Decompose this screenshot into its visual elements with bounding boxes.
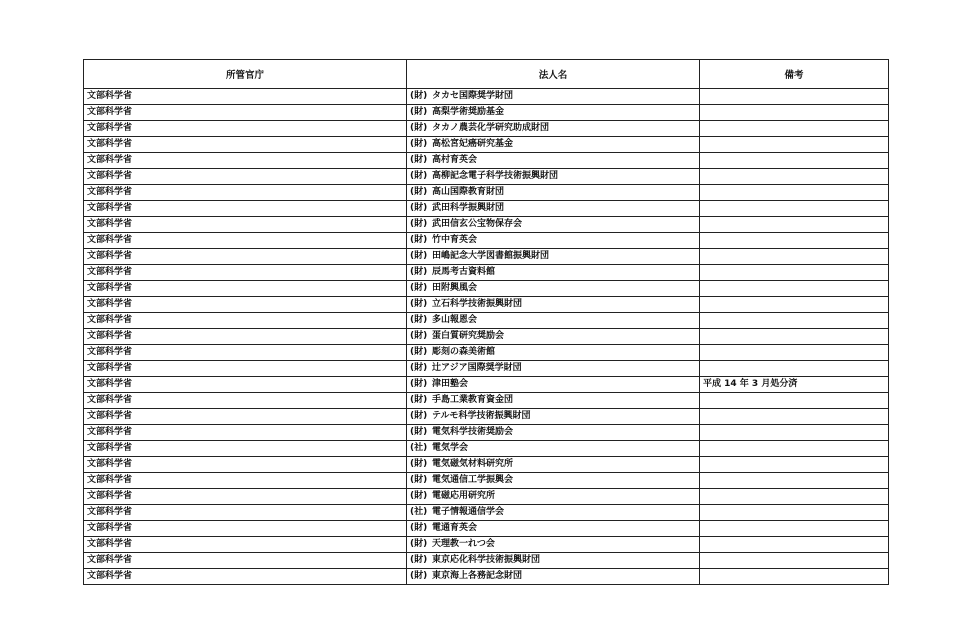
ministry-cell: 文部科学省 xyxy=(84,521,407,537)
corporation-name-label: タカセ国際奨学財団 xyxy=(432,91,514,101)
ministry-cell: 文部科学省 xyxy=(84,441,407,457)
remarks-cell xyxy=(700,313,889,329)
corporation-type-label: (財) xyxy=(410,411,428,421)
table-row xyxy=(84,217,889,233)
ministry-cell: 文部科学省 xyxy=(84,217,407,233)
column-header-remarks: 備考 xyxy=(700,60,889,89)
ministry-cell: 文部科学省 xyxy=(84,425,407,441)
remarks-cell xyxy=(700,553,889,569)
table-row xyxy=(84,105,889,121)
corporation-type-label: (財) xyxy=(410,331,428,341)
corporation-name-cell xyxy=(407,121,700,137)
corporation-name-label: 高柳記念電子科学技術振興財団 xyxy=(432,171,559,181)
corporation-name-cell xyxy=(407,569,700,585)
ministry-cell: 文部科学省 xyxy=(84,345,407,361)
ministry-cell: 文部科学省 xyxy=(84,281,407,297)
corporation-type-label: (財) xyxy=(410,107,428,117)
corporation-table xyxy=(83,59,889,585)
ministry-cell: 文部科学省 xyxy=(84,505,407,521)
remarks-cell xyxy=(700,441,889,457)
ministry-cell: 文部科学省 xyxy=(84,457,407,473)
ministry-cell: 文部科学省 xyxy=(84,473,407,489)
remarks-cell xyxy=(700,393,889,409)
remarks-cell xyxy=(700,265,889,281)
remarks-cell xyxy=(700,105,889,121)
corporation-type-label: (財) xyxy=(410,427,428,437)
table-row xyxy=(84,489,889,505)
remarks-cell xyxy=(700,361,889,377)
corporation-type-label: (財) xyxy=(410,459,428,469)
corporation-name-label: 津田塾会 xyxy=(432,379,469,389)
corporation-type-label: (財) xyxy=(410,171,428,181)
corporation-type-label: (財) xyxy=(410,283,428,293)
corporation-name-cell xyxy=(407,377,700,393)
corporation-name-label: 電気磁気材料研究所 xyxy=(432,459,514,469)
corporation-type-label: (財) xyxy=(410,523,428,533)
table-body xyxy=(84,89,889,585)
ministry-cell: 文部科学省 xyxy=(84,489,407,505)
corporation-type-label: (財) xyxy=(410,267,428,277)
table-row xyxy=(84,521,889,537)
corporation-type-label: (財) xyxy=(410,571,428,581)
remarks-cell xyxy=(700,217,889,233)
remarks-cell xyxy=(700,169,889,185)
corporation-name-label: 辻アジア国際奨学財団 xyxy=(432,363,522,373)
corporation-name-cell xyxy=(407,489,700,505)
corporation-name-label: 天理教一れつ会 xyxy=(432,539,495,549)
ministry-cell: 文部科学省 xyxy=(84,361,407,377)
corporation-name-label: 高梨学術奨励基金 xyxy=(432,107,505,117)
table-row xyxy=(84,345,889,361)
column-header-corporation-name: 法人名 xyxy=(407,60,700,89)
ministry-cell: 文部科学省 xyxy=(84,249,407,265)
corporation-name-label: 彫刻の森美術館 xyxy=(432,347,496,357)
corporation-type-label: (財) xyxy=(410,155,428,165)
corporation-name-label: 電気科学技術奨励会 xyxy=(432,427,514,437)
ministry-cell: 文部科学省 xyxy=(84,169,407,185)
table-row xyxy=(84,457,889,473)
corporation-name-label: 蛋白質研究奨励会 xyxy=(432,331,505,341)
corporation-name-label: タカノ農芸化学研究助成財団 xyxy=(432,123,550,133)
corporation-name-label: 高山国際教育財団 xyxy=(432,187,505,197)
remarks-cell xyxy=(700,201,889,217)
corporation-name-label: 電気通信工学振興会 xyxy=(432,475,514,485)
corporation-name-label: 田附興風会 xyxy=(432,283,478,293)
corporation-name-cell xyxy=(407,201,700,217)
corporation-name-label: 手島工業教育資金団 xyxy=(432,395,514,405)
corporation-name-label: 武田信玄公宝物保存会 xyxy=(432,219,523,229)
corporation-type-label: (社) xyxy=(410,507,428,517)
corporation-name-label: 辰馬考古資料館 xyxy=(432,267,496,277)
corporation-name-cell xyxy=(407,457,700,473)
table-row xyxy=(84,169,889,185)
table-row xyxy=(84,297,889,313)
corporation-name-cell xyxy=(407,441,700,457)
corporation-type-label: (財) xyxy=(410,555,428,565)
ministry-cell: 文部科学省 xyxy=(84,393,407,409)
remarks-cell xyxy=(700,569,889,585)
ministry-cell: 文部科学省 xyxy=(84,313,407,329)
table-row xyxy=(84,121,889,137)
corporation-name-cell xyxy=(407,409,700,425)
remarks-cell: 平成 14 年 3 月処分済 xyxy=(700,377,889,393)
table-row xyxy=(84,377,889,393)
corporation-type-label: (財) xyxy=(410,315,428,325)
corporation-name-label: 田嶋記念大学図書館振興財団 xyxy=(432,251,550,261)
corporation-type-label: (財) xyxy=(410,347,428,357)
corporation-type-label: (財) xyxy=(410,395,428,405)
corporation-name-label: 高村育英会 xyxy=(432,155,478,165)
remarks-cell xyxy=(700,425,889,441)
table-row xyxy=(84,553,889,569)
corporation-name-cell xyxy=(407,521,700,537)
table-row xyxy=(84,249,889,265)
table-row xyxy=(84,153,889,169)
corporation-name-cell xyxy=(407,105,700,121)
ministry-cell: 文部科学省 xyxy=(84,201,407,217)
corporation-name-label: 高松宮妃癌研究基金 xyxy=(432,139,514,149)
ministry-cell: 文部科学省 xyxy=(84,377,407,393)
ministry-cell: 文部科学省 xyxy=(84,89,407,105)
table-row xyxy=(84,233,889,249)
corporation-name-label: 電気学会 xyxy=(432,443,469,453)
remarks-cell xyxy=(700,473,889,489)
table-row xyxy=(84,505,889,521)
ministry-cell: 文部科学省 xyxy=(84,553,407,569)
corporation-name-cell xyxy=(407,329,700,345)
corporation-type-label: (財) xyxy=(410,91,428,101)
ministry-cell: 文部科学省 xyxy=(84,233,407,249)
remarks-cell xyxy=(700,345,889,361)
ministry-cell: 文部科学省 xyxy=(84,537,407,553)
corporation-name-cell xyxy=(407,505,700,521)
corporation-name-cell xyxy=(407,265,700,281)
corporation-name-cell xyxy=(407,345,700,361)
corporation-name-cell xyxy=(407,313,700,329)
table-row xyxy=(84,569,889,585)
corporation-type-label: (社) xyxy=(410,443,428,453)
remarks-cell xyxy=(700,137,889,153)
corporation-name-cell xyxy=(407,217,700,233)
table-row xyxy=(84,473,889,489)
corporation-name-cell xyxy=(407,553,700,569)
remarks-cell xyxy=(700,457,889,473)
corporation-type-label: (財) xyxy=(410,251,428,261)
table-row xyxy=(84,409,889,425)
corporation-type-label: (財) xyxy=(410,139,428,149)
ministry-cell: 文部科学省 xyxy=(84,409,407,425)
corporation-name-cell xyxy=(407,233,700,249)
corporation-type-label: (財) xyxy=(410,187,428,197)
remarks-cell xyxy=(700,153,889,169)
ministry-cell: 文部科学省 xyxy=(84,153,407,169)
table-header-row xyxy=(84,60,889,89)
corporation-name-cell xyxy=(407,425,700,441)
table-row xyxy=(84,313,889,329)
corporation-type-label: (財) xyxy=(410,363,428,373)
corporation-name-label: 電通育英会 xyxy=(432,523,478,533)
remarks-cell xyxy=(700,409,889,425)
remarks-cell xyxy=(700,537,889,553)
corporation-type-label: (財) xyxy=(410,299,428,309)
remarks-cell xyxy=(700,505,889,521)
ministry-cell: 文部科学省 xyxy=(84,137,407,153)
remarks-cell xyxy=(700,185,889,201)
corporation-name-label: 電子情報通信学会 xyxy=(432,507,505,517)
table-row xyxy=(84,137,889,153)
corporation-name-label: テルモ科学技術振興財団 xyxy=(432,411,531,421)
corporation-name-cell xyxy=(407,249,700,265)
corporation-type-label: (財) xyxy=(410,475,428,485)
corporation-name-cell xyxy=(407,169,700,185)
table-row xyxy=(84,265,889,281)
corporation-type-label: (財) xyxy=(410,219,428,229)
table-row xyxy=(84,393,889,409)
corporation-name-cell xyxy=(407,281,700,297)
corporation-name-cell xyxy=(407,537,700,553)
table-row xyxy=(84,201,889,217)
corporation-name-cell xyxy=(407,185,700,201)
corporation-name-label: 東京海上各務記念財団 xyxy=(432,571,523,581)
column-header-ministry: 所管官庁 xyxy=(84,60,407,89)
ministry-cell: 文部科学省 xyxy=(84,265,407,281)
ministry-cell: 文部科学省 xyxy=(84,329,407,345)
corporation-type-label: (財) xyxy=(410,539,428,549)
table-row xyxy=(84,361,889,377)
corporation-name-label: 立石科学技術振興財団 xyxy=(432,299,523,309)
corporation-type-label: (財) xyxy=(410,491,428,501)
corporation-name-cell xyxy=(407,393,700,409)
corporation-name-label: 電磁応用研究所 xyxy=(432,491,496,501)
ministry-cell: 文部科学省 xyxy=(84,185,407,201)
corporation-type-label: (財) xyxy=(410,123,428,133)
table-row xyxy=(84,329,889,345)
remarks-cell xyxy=(700,521,889,537)
remarks-cell xyxy=(700,233,889,249)
ministry-cell: 文部科学省 xyxy=(84,105,407,121)
table-row xyxy=(84,89,889,105)
corporation-name-cell xyxy=(407,89,700,105)
corporation-name-label: 多山報恩会 xyxy=(432,315,478,325)
remarks-cell xyxy=(700,329,889,345)
remarks-cell xyxy=(700,121,889,137)
remarks-cell xyxy=(700,89,889,105)
remarks-cell xyxy=(700,249,889,265)
corporation-name-label: 武田科学振興財団 xyxy=(432,203,505,213)
ministry-cell: 文部科学省 xyxy=(84,121,407,137)
table-row xyxy=(84,441,889,457)
corporation-type-label: (財) xyxy=(410,235,428,245)
remarks-cell xyxy=(700,297,889,313)
corporation-name-cell xyxy=(407,153,700,169)
corporation-name-cell xyxy=(407,137,700,153)
table-row xyxy=(84,185,889,201)
corporation-type-label: (財) xyxy=(410,203,428,213)
table-row xyxy=(84,537,889,553)
corporation-name-cell xyxy=(407,473,700,489)
ministry-cell: 文部科学省 xyxy=(84,569,407,585)
corporation-name-label: 東京応化科学技術振興財団 xyxy=(432,555,541,565)
ministry-cell: 文部科学省 xyxy=(84,297,407,313)
corporation-name-label: 竹中育英会 xyxy=(432,235,478,245)
corporation-name-cell xyxy=(407,297,700,313)
corporation-type-label: (財) xyxy=(410,379,428,389)
corporation-name-cell xyxy=(407,361,700,377)
remarks-cell xyxy=(700,281,889,297)
table-row xyxy=(84,425,889,441)
table-row xyxy=(84,281,889,297)
remarks-cell xyxy=(700,489,889,505)
